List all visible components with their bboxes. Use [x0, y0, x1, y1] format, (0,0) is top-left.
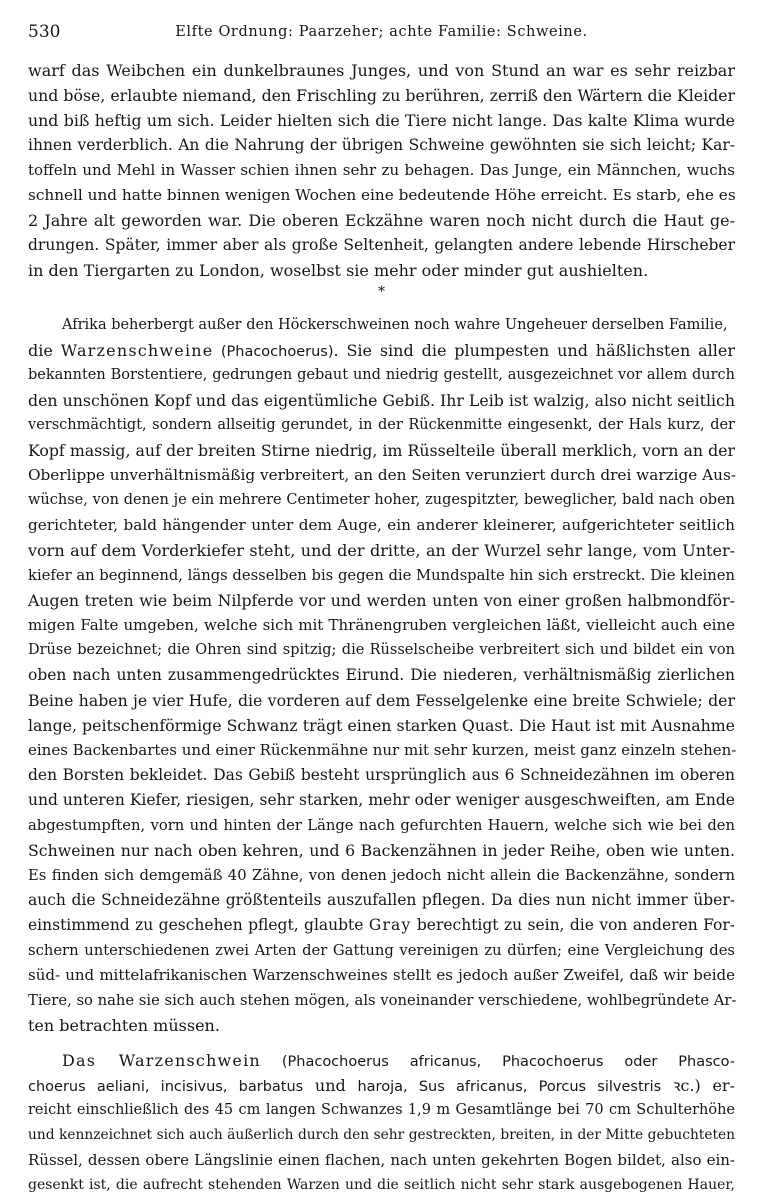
text-line: Es finden sich demgemäß 40 Zähne, von denen jedoch nicht allein die Backenzähne, sondern [28, 867, 735, 884]
text-line: eines Backenbartes und einer Rückenmähne nur mit sehr kurzen, meist ganz einzeln stehen- [28, 741, 737, 759]
text-line: auch die Schneidezähne größtenteils auszufallen pflegen. Da dies nun nicht immer über- [28, 891, 735, 909]
text-line [28, 1073, 735, 1098]
text-line: Augen treten wie beim Nilpferde vor und werden unten von einer großen halbmondför- [28, 591, 735, 610]
page-header [28, 18, 735, 46]
text-line: bekannten Borstentiere, gedrungen gebaut und niedrig gestellt, ausgezeichnet vor allem durch [28, 367, 735, 383]
text-line: süd- und mittelafrikanischen Warzenschweines stellt es jedoch außer Zweifel, daß wir beide [28, 966, 735, 984]
text-line [62, 1048, 735, 1073]
text-line: gerichteter, bald hängender unter dem Auge, ein anderer kleinerer, aufgerichteter seitlich [28, 516, 735, 534]
text-line [28, 338, 735, 363]
latin-name: (Phacochoerus africanus, Phacochoerus oder Phasco- [260, 1054, 736, 1070]
text-line: schern unterschiedenen zwei Arten der Gattung vereinigen zu dürfen; eine Vergleichung des [28, 942, 735, 959]
text-line: vorn auf dem Vorderkiefer steht, und der dritte, an der Wurzel sehr lange, vom Unter- [28, 541, 735, 560]
text-line: 2 Jahre alt geworden war. Die oberen Eckzähne waren noch nicht durch die Haut ge- [28, 211, 735, 230]
page-number: 530 [28, 22, 61, 42]
text-span: ꝛc.) er- [661, 1076, 735, 1095]
text-line: Afrika beherbergt außer den Höckerschweinen noch wahre Ungeheuer derselben Familie, [62, 317, 728, 333]
text-line: Oberlippe unverhältnismäßig verbreitert, an den Seiten verunziert durch drei warzige Aus- [28, 466, 736, 484]
author-gray: Gray [368, 916, 412, 934]
text-line: lange, peitschenförmige Schwanz trägt einen starken Quast. Die Haut ist mit Ausnahme [28, 716, 735, 735]
text-line: den Borsten bekleidet. Das Gebiß besteht ursprünglich aus 6 Schneidezähnen im oberen [28, 766, 735, 784]
text-line: abgestumpften, vorn und hinten der Länge nach gefurchten Hauern, welche sich wie bei den [28, 817, 735, 834]
text-line: warf das Weibchen ein dunkelbraunes Junges, und von Stund an war es sehr reizbar [28, 61, 735, 80]
text-line: ten betrachten müssen. [28, 1016, 220, 1035]
text-line [28, 913, 735, 938]
text-line: und unteren Kiefer, riesigen, sehr starken, mehr oder weniger ausgeschweiften, am Ende [28, 791, 735, 809]
running-head: Elfte Ordnung: Paarzeher; achte Familie: Schweine. [175, 24, 588, 40]
latin-name: haroja, Sus africanus, Porcus silvestris [357, 1079, 662, 1095]
text-line: reicht einschließlich des 45 cm langen Schwanzes 1,9 m Gesamtlänge bei 70 cm Schulterhöhe [28, 1102, 735, 1118]
text-line: und böse, erlaubte niemand, den Frischling zu berühren, zerriß den Wärtern die Kleider [28, 86, 736, 105]
text-line: Drüse bezeichnet; die Ohren sind spitzig; die Rüsselscheibe verbreitert sich und bildet ein von [28, 642, 735, 658]
text-line: Rüssel, dessen obere Längslinie einen flachen, nach unten gekehrten Bogen bildet, also ein- [28, 1151, 735, 1169]
latin-name: choerus aeliani, incisivus, barbatus [28, 1079, 304, 1095]
text-span: . Sie sind die plumpesten und häßlichsten aller [333, 341, 735, 360]
text-line: Tiere, so nahe sie sich auch stehen mögen, als voneinander verschiedene, wohlbegründete Ar- [28, 992, 737, 1009]
term-warzenschweine: Warzenschweine [60, 341, 214, 360]
text-span: die [28, 341, 61, 360]
text-line: den unschönen Kopf und das eigentümliche Gebiß. Ihr Leib ist walzig, also nicht seitlich [28, 391, 735, 410]
text-line: Schweinen nur nach oben kehren, und 6 Backenzähnen in jeder Reihe, oben wie unten. [28, 841, 735, 860]
text-line: toffeln und Mehl in Wasser schien ihnen sehr zu behagen. Das Junge, ein Männchen, wuchs [28, 161, 735, 179]
text-line: ihnen verderblich. An die Nahrung der übrigen Schweine gewöhnten sie sich leicht; Kar- [28, 136, 735, 154]
text-line: wüchse, von denen je ein mehrere Centimeter hoher, zugespitzter, beweglicher, bald nach oben [28, 492, 735, 508]
term-das-warzenschwein: Das Warzenschwein [62, 1051, 261, 1070]
text-line: gesenkt ist, die aufrecht stehenden Warzen und die seitlich nicht sehr stark ausgebogenen Hauer, [28, 1177, 735, 1193]
text-line: und kennzeichnet sich auch äußerlich durch den sehr gestreckten, breiten, in der Mitte gebuchteten [28, 1127, 735, 1143]
text-line: in den Tiergarten zu London, woselbst sie mehr oder minder gut aushielten. [28, 261, 649, 280]
text-line: oben nach unten zusammengedrücktes Eirund. Die niederen, verhältnismäßig zierlichen [28, 666, 735, 684]
text-line: migen Falte umgeben, welche sich mit Thränengruben vergleichen läßt, vielleicht auch eine [28, 616, 735, 634]
text-span: berechtigt zu sein, die von anderen For- [411, 916, 735, 934]
text-line: Beine haben je vier Hufe, die vorderen auf dem Fesselgelenke eine breite Schwiele; der [28, 691, 735, 710]
text-line: und biß heftig um sich. Leider hielten sich die Tiere nicht lange. Das kalte Klima wurde [28, 111, 735, 130]
text-span: und [303, 1076, 358, 1095]
latin-name: (Phacochoerus) [213, 344, 334, 360]
text-span: einstimmend zu geschehen pflegt, glaubte [28, 916, 369, 934]
text-line: verschmächtigt, sondern allseitig gerundet, in der Rückenmitte eingesenkt, der Hals kurz, der [28, 417, 735, 433]
section-separator: * [378, 284, 385, 300]
text-line: drungen. Später, immer aber als große Seltenheit, gelangten andere lebende Hirscheber [28, 236, 735, 254]
text-line: schnell und hatte binnen wenigen Wochen eine bedeutende Höhe erreicht. Es starb, ehe es [28, 186, 736, 204]
text-line: Kopf massig, auf der breiten Stirne niedrig, im Rüsselteile überall merklich, vorn an der [28, 441, 735, 460]
text-line: kiefer an beginnend, längs desselben bis gegen die Mundspalte hin sich erstreckt. Die kleinen [28, 567, 735, 584]
